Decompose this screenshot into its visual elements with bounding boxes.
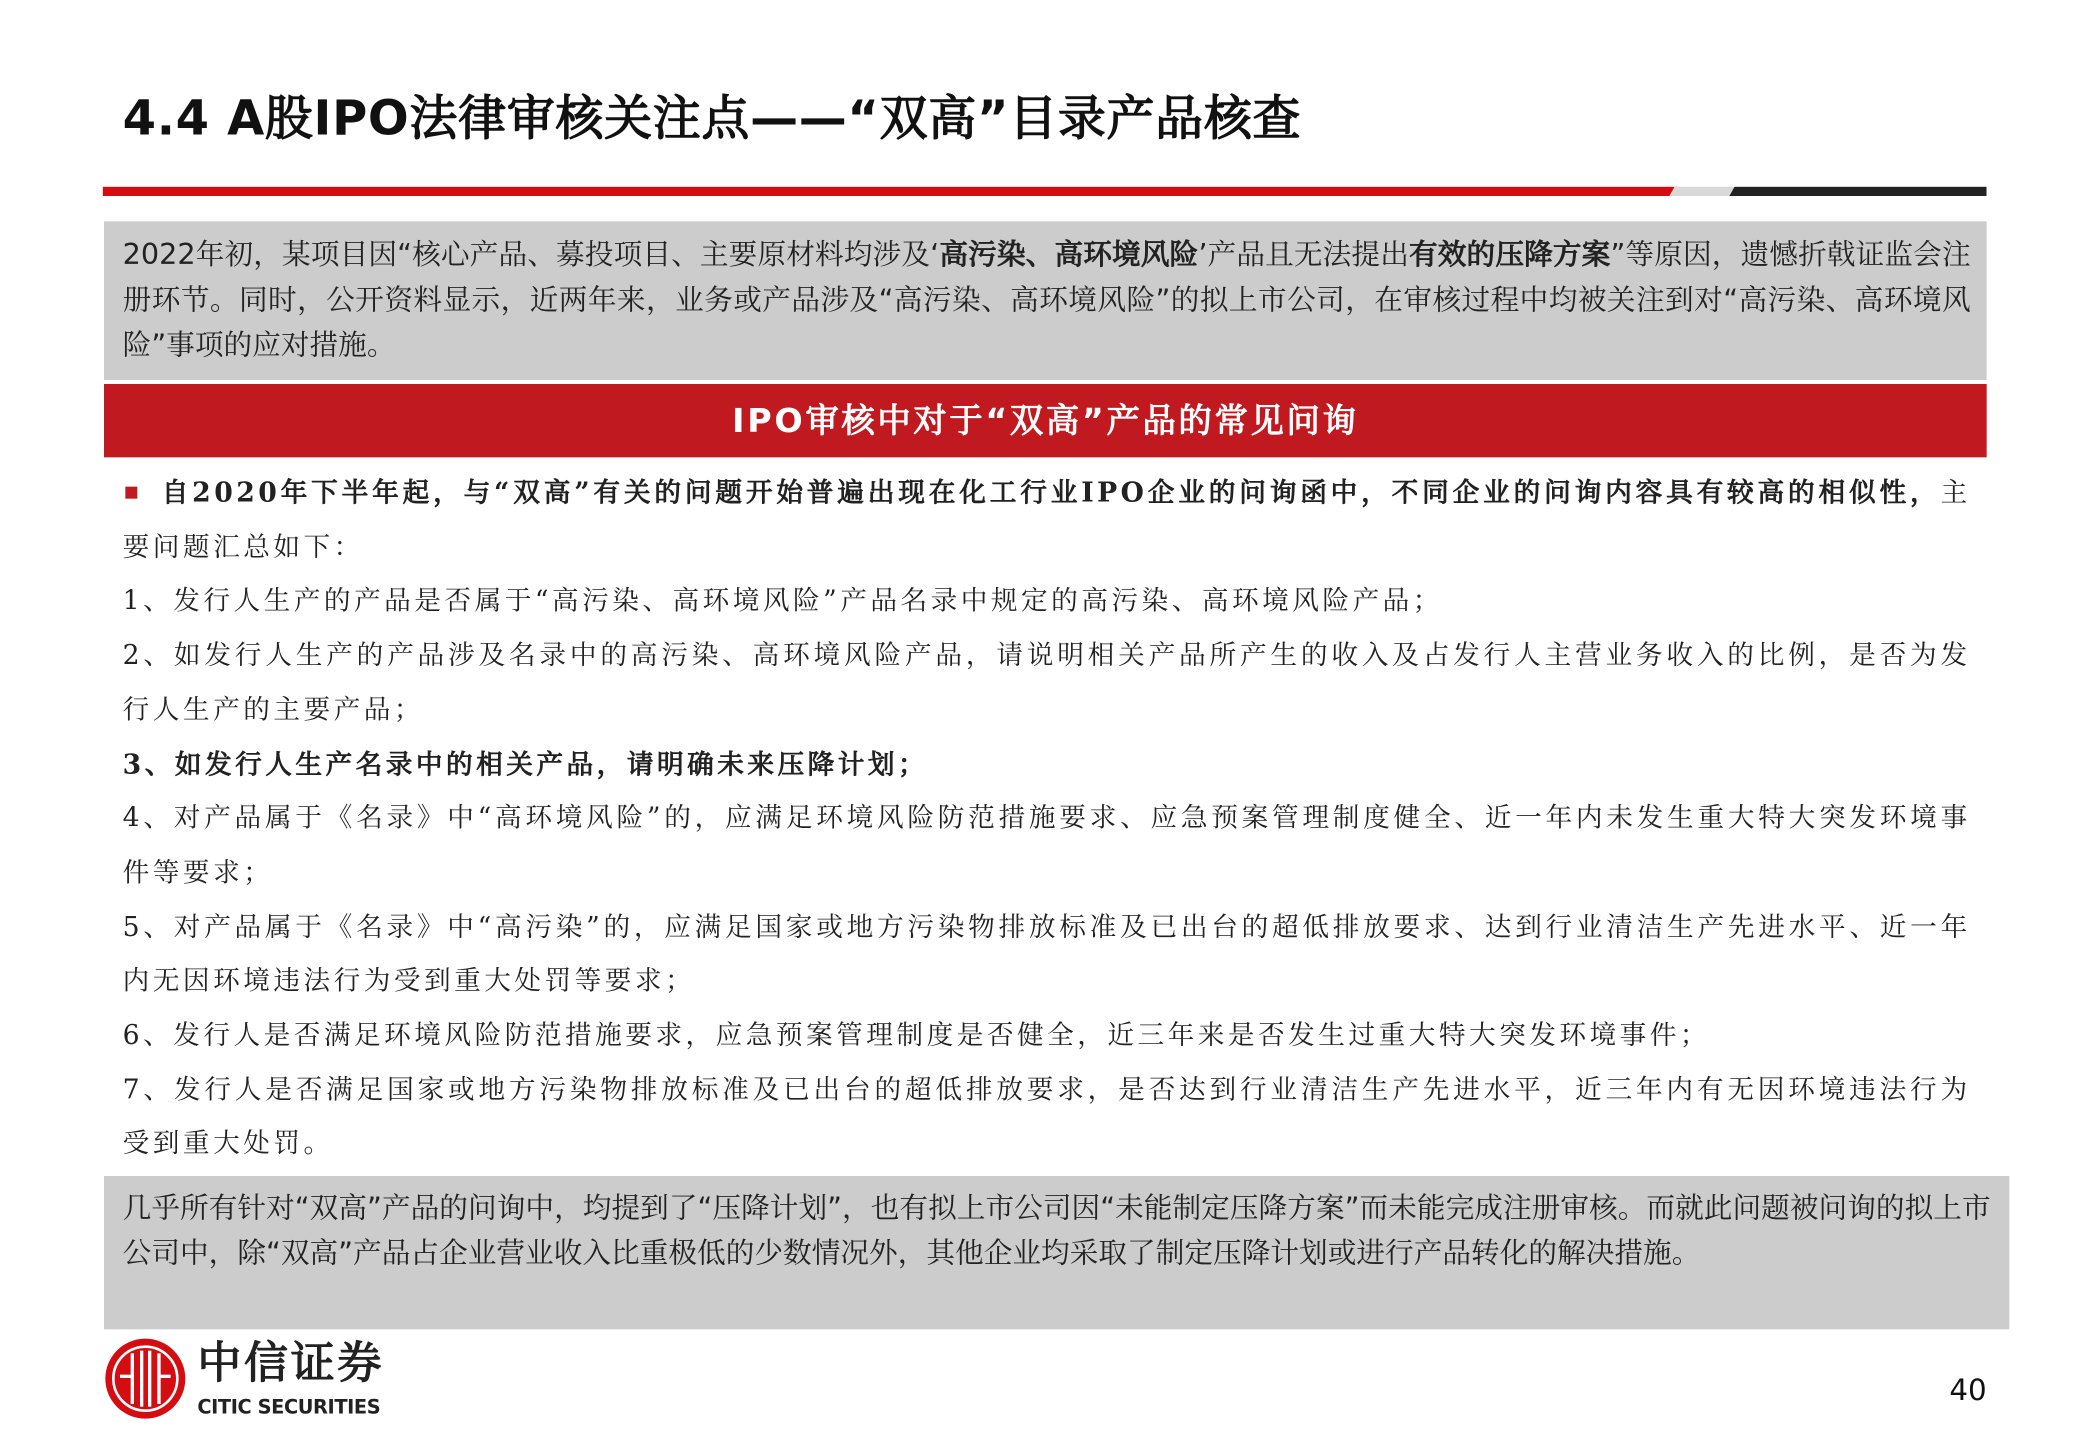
list-item: 5、对产品属于《名录》中“高污染”的，应满足国家或地方污染物排放标准及已出台的超低排放要求、达到行业清洁生产先进水平、近一年内无因环境违法行为受到重大处罚等要求； — [122, 910, 1971, 997]
intro-bold-text: 有效的压降方案 — [1408, 238, 1611, 272]
title-divider-red — [103, 187, 1679, 196]
title-divider-gray — [1669, 187, 1736, 196]
section-banner: IPO审核中对于“双高”产品的常见问询 — [104, 384, 1987, 457]
list-item: 7、发行人是否满足国家或地方污染物排放标准及已出台的超低排放要求，是否达到行业清洁生产先进水平，近三年内有无因环境违法行为受到重大处罚。 — [122, 1072, 1971, 1160]
footer — [104, 1338, 1987, 1431]
list-item: 2、如发行人生产的产品涉及名录中的高污染、高环境风险产品，请说明相关产品所产生的收入及占发行人主营业务收入的比例，是否为发行人生产的主要产品； — [122, 638, 1971, 726]
logo-chinese-name: 中信证券 — [197, 1336, 384, 1389]
citic-logo — [104, 1338, 424, 1423]
inquiry-list — [104, 465, 1971, 1171]
bullet-icon — [125, 486, 137, 498]
list-item-bold: 3、如发行人生产名录中的相关产品，请明确未来压降计划； — [122, 747, 929, 780]
list-item: 6、发行人是否满足环境风险防范措施要求，应急预案管理制度是否健全，近三年来是否发生过重大特大突发环境事件； — [122, 1018, 1711, 1051]
lead-text: 自2020年下半年起，与“双高”有关的问题开始普遍出现在化工行业IPO企业的问询函中，不同企业的问询内容具有较高的相似性， — [161, 475, 1941, 508]
citic-logo-icon — [104, 1338, 187, 1421]
intro-text: 2022年初，某项目因“核心产品、募投项目、主要原材料均涉及‘ — [122, 238, 940, 272]
list-item — [123, 737, 1971, 791]
slide-title: 4.4 A股IPO法律审核关注点——“双高”目录产品核查 — [122, 91, 1302, 147]
list-lead — [123, 465, 1971, 574]
intro-text: ’产品且无法提出 — [1198, 238, 1409, 272]
logo-english-name: CITIC SECURITIES — [197, 1397, 381, 1419]
content-column — [104, 221, 2009, 1431]
conclusion-box: 几乎所有针对“双高”产品的问询中，均提到了“压降计划”，也有拟上市公司因“未能制定压降方案”而未能完成注册审核。而就此问题被问询的拟上市公司中，除“双高”产品占企业营业收入比重极低的少数情况外，其他企业均采取了制定压降计划或进行产品转化的解决措施。 — [104, 1176, 2009, 1329]
intro-box — [104, 221, 1987, 380]
title-divider-dark — [1729, 187, 1986, 196]
intro-bold-text: 高污染、高环境风险 — [939, 238, 1199, 272]
intro-text: ”等原因，遗憾折戟证监会注册环节。同时，公开资料显示，近两年来，业务或产品涉及“高污染、高环境风险”的拟上市公司，在审核过程中均被关注到对“高污染、高环境风险”事项的应对措施。 — [122, 238, 1971, 363]
list-item: 4、对产品属于《名录》中“高环境风险”的，应满足环境风险防范措施要求、应急预案管理制度健全、近一年内未发生重大特大突发环境事件等要求； — [122, 801, 1971, 888]
page-number: 40 — [1949, 1374, 1987, 1409]
list-item: 1、发行人生产的产品是否属于“高污染、高环境风险”产品名录中规定的高污染、高环境风险产品； — [122, 584, 1443, 617]
lead-tail-text: 主要问题汇总如下： — [122, 475, 1971, 563]
